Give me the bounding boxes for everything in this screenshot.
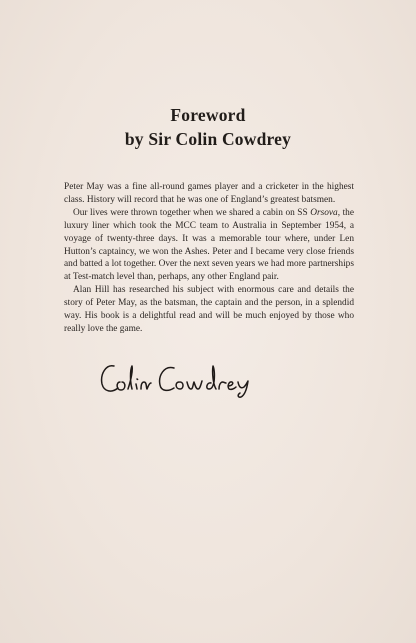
- signature: [98, 360, 278, 400]
- signature-stroke-r: [219, 382, 226, 389]
- signature-stroke-o1: [117, 382, 125, 390]
- signature-stroke-i: [136, 384, 137, 389]
- heading-title: Foreword: [170, 105, 246, 125]
- signature-stroke-y: [238, 381, 248, 397]
- foreword-body: [64, 181, 354, 336]
- signature-stroke-o2: [176, 382, 183, 389]
- paragraph-2: [64, 207, 354, 284]
- ship-name: Orsova: [310, 207, 338, 218]
- paragraph-2-end: , the luxury liner which took the MCC team to Australia in September 1954, a voyage of twenty-three days. It was a memorable tour where, under Len Hutton’s captaincy, we won the Ashes. Peter and I became very close friends and batted a lot together. Over the next seven years we had more partnerships at Test-match level than, perhaps, any other England pair.: [64, 207, 354, 283]
- signature-image: [98, 360, 278, 400]
- paragraph-1: Peter May was a fine all-round games player and a cricketer in the highest class. History will record that he was one of England’s greatest batsmen.: [64, 182, 354, 205]
- foreword-heading: [0, 103, 416, 151]
- paragraph-2-start: Our lives were thrown together when we shared a cabin on SS: [73, 207, 311, 218]
- signature-stroke-d: [207, 366, 216, 389]
- heading-byline: by Sir Colin Cowdrey: [124, 129, 292, 149]
- signature-stroke-w: [187, 381, 202, 389]
- signature-stroke-l: [128, 366, 132, 389]
- signature-stroke-n: [141, 382, 151, 389]
- paragraph-3: Alan Hill has researched his subject with enormous care and details the story of Peter May, as the batsman, the captain and the person, in a splendid way. His book is a delightful read and will be much enjoyed by those who really love the game.: [64, 285, 354, 334]
- signature-stroke-e: [228, 382, 236, 390]
- signature-stroke-c2: [160, 367, 174, 390]
- signature-stroke-c1: [102, 366, 118, 391]
